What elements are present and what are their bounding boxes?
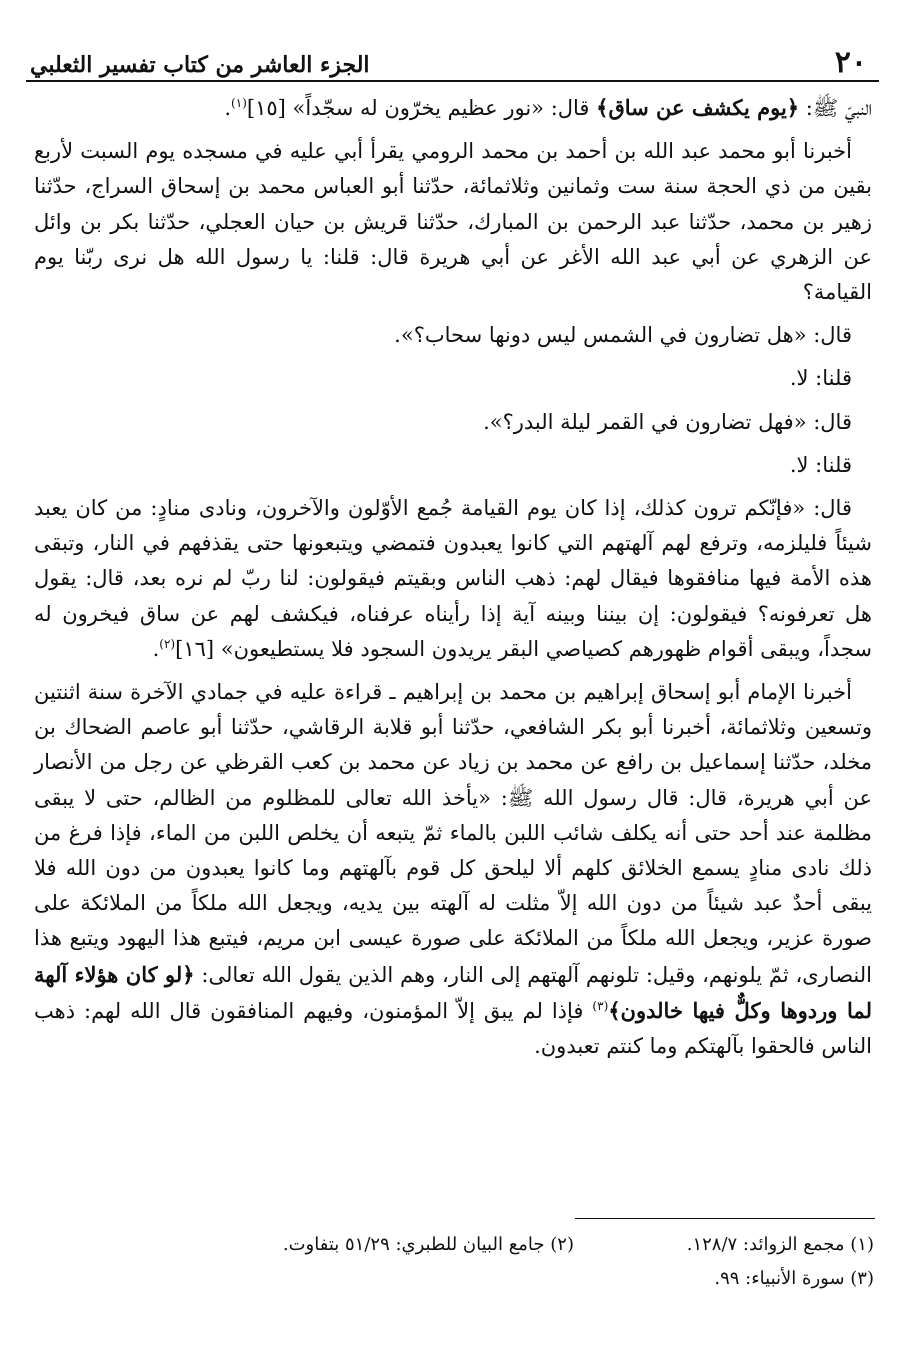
- footnote-marker: (١): [231, 96, 247, 110]
- footnotes: [34, 1228, 874, 1296]
- running-title: الجزء العاشر من كتاب تفسير الثعلبي: [30, 51, 370, 78]
- text-run: فإذا لم يبق إلاّ المؤمنون، وفيهم المنافقون قال الله لهم: ذهب الناس فالحقوا بآلهتكم وما كنتم تعبدون.: [34, 998, 872, 1059]
- paragraph: [34, 675, 872, 1064]
- paragraph: قال: «فهل تضارون في القمر ليلة البدر؟».: [483, 409, 852, 434]
- quran-verse: ﴿يوم يكشف عن ساق﴾: [596, 95, 800, 120]
- footnote: [574, 1228, 874, 1262]
- text-run: .: [152, 636, 160, 661]
- paragraph: قال: «هل تضارون في الشمس ليس دونها سحاب؟».: [394, 323, 852, 348]
- footnote-number: (٣): [850, 1268, 874, 1289]
- text-run: قال: «فإنّكم ترون كذلك، إذا كان يوم القيامة جُمع الأوّلون والآخرون، ونادى منادٍ: من كان يعبد شيئاً فليلزمه، وترفع لهم آلهتهم التي كانوا يعبدون فتمضي ويتبعونها حتى يقذفهم في النار، وتبقى هذه الأمة فيها منافقوها فيقال لهم: ذهب الناس وبقيتم فيقولون: لنا ربّ لم نره بعد، قال: يقول هل تعرفونه؟ فيقولون: إن بيننا وبينه آية إذا رأيناه عرفناه، فيكشف لهم عن ساق فيخرون له سجداً، ويبقى أقوام ظهورهم كصياصي البقر يريدون السجود فلا يستطيعون» [١٦]: [34, 496, 872, 661]
- footnote-row: [34, 1228, 874, 1262]
- footnote-text: سورة الأنبياء: ٩٩.: [714, 1268, 845, 1289]
- paragraph: أخبرنا أبو محمد عبد الله بن أحمد بن محمد الرومي يقرأ أبي عليه في مسجده يوم السبت لأربع بقين من ذي الحجة سنة ست وثمانين وثلاثمائة، حدّثنا أبو العباس محمد بن إسحاق السراج، حدّثنا زهير بن محمد، حدّثنا عبد الرحمن بن المبارك، حدّثنا قريش بن حيان العجلي، حدّثنا بكر بن وائل عن الزهري عن أبي عبد الله الأغر عن أبي هريرة قال: قلنا: يا رسول الله هل نرى ربّنا يوم القيامة؟: [34, 139, 872, 305]
- footnote: [283, 1228, 574, 1262]
- text-run: .: [224, 96, 232, 120]
- footnote-marker: (٣): [592, 998, 609, 1013]
- header-divider: [26, 80, 879, 82]
- footnote-divider: [575, 1218, 875, 1219]
- footnote-row: [34, 1262, 874, 1296]
- footnote-text: مجمع الزوائد: ١٢٨/٧.: [686, 1234, 845, 1255]
- footnote-number: (٢): [550, 1234, 574, 1255]
- footnote-number: (١): [850, 1234, 874, 1255]
- paragraph: قلنا: لا.: [789, 452, 852, 477]
- text-run: النبيّ ﷺ:: [799, 96, 872, 120]
- paragraph: [34, 90, 872, 126]
- quran-verse: ﴿لو كان هؤلاء آلهة لما وردوها وكلٌّ فيها خالدون﴾: [34, 961, 872, 1023]
- page-header: [30, 26, 875, 78]
- text-run: أخبرنا الإمام أبو إسحاق إبراهيم بن محمد بن إبراهيم ـ قراءة عليه في جمادي الآخرة سنة اثنتين وتسعين وثلاثمائة، أخبرنا أبو بكر الشافعي، حدّثنا أبو قلابة الرقاشي، حدّثنا أبو عاصم الضحاك بن مخلد، حدّثنا إسماعيل بن رافع عن محمد بن زياد عن محمد بن كعب القرظي عن رجل من الأنصار عن أبي هريرة، قال: قال رسول الله ﷺ: «يأخذ الله تعالى للمظلوم من الظالم، حتى لا يبقى مظلمة عند أحد حتى أنه يكلف شائب اللبن بالماء ثمّ يتبعه أن يخلص اللبن من الماء، فإذا فرغ من ذلك نادى منادٍ يسمع الخلائق كلهم ألا ليلحق كل قوم بآلهتهم وما كانوا يعبدون من دون الله فلا يبقى أحدٌ عبد شيئاً من دون الله إلاّ مثلت له آلهته بين يديه، ويجعل الله ملكاً من الملائكة على صورة عزير، ويجعل الله ملكاً من الملائكة على صورة عيسى ابن مريم، فيتبع هذا اليهود ويتبع هذا النصارى، ثمّ يلونهم، وقيل: تلونهم آلهتهم إلى النار، وهم الذين يقول الله تعالى:: [34, 680, 872, 987]
- text-run: قال: «نور عظيم يخرّون له سجّداً» [١٥]: [246, 96, 597, 120]
- paragraph: قلنا: لا.: [789, 366, 852, 391]
- paragraph: [34, 491, 872, 667]
- main-text: [34, 90, 872, 1072]
- page-number: ٢٠: [834, 45, 867, 80]
- footnote-marker: (٢): [159, 636, 176, 651]
- footnote: [714, 1262, 874, 1296]
- footnote-text: جامع البيان للطبري: ٥١/٢٩ بتفاوت.: [282, 1234, 545, 1255]
